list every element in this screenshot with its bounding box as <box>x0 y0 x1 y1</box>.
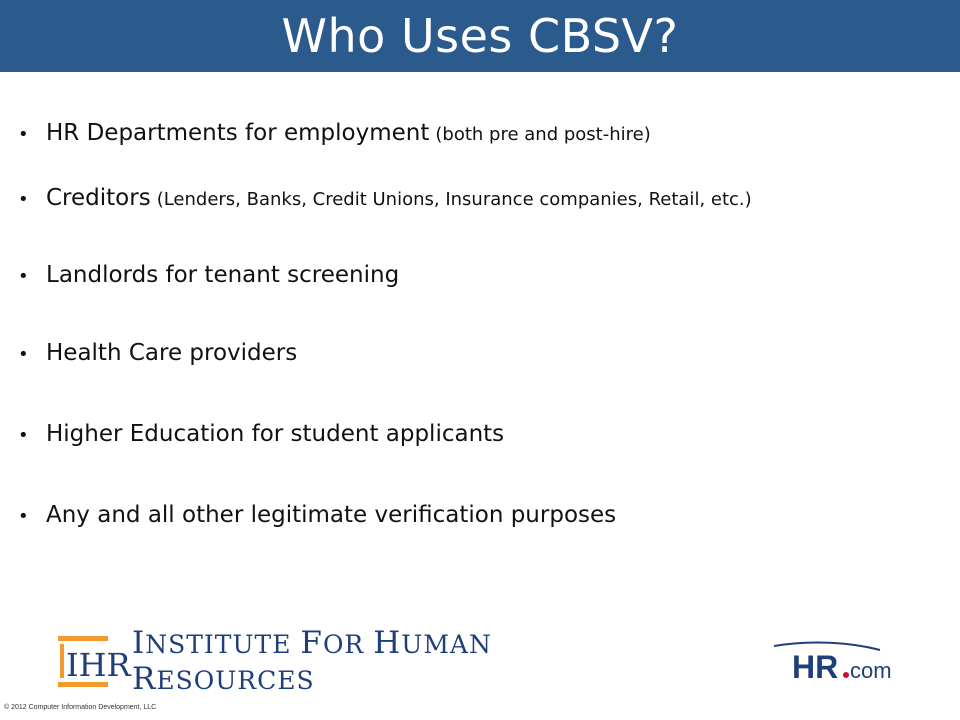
bullet-item <box>18 340 950 366</box>
bullet-dot-icon: • <box>18 189 29 210</box>
bullet-aside-text: (both pre and post-hire) <box>435 124 651 145</box>
slide-title: Who Uses CBSV? <box>281 9 679 63</box>
hrcom-logo-text: HR <box>792 649 839 685</box>
bullet-item <box>18 120 950 146</box>
bullet-dot-icon: • <box>18 425 29 446</box>
institute-logo <box>52 625 612 697</box>
bullet-main-text: HR Departments for employment <box>46 120 430 146</box>
bullet-main-text: Higher Education for student applicants <box>46 421 505 447</box>
bullet-aside-text: (Lenders, Banks, Credit Unions, Insurance companies, Retail, etc.) <box>156 189 752 210</box>
bullet-main-text: Creditors <box>46 185 151 211</box>
bullet-dot-icon: • <box>18 266 29 287</box>
bullet-main-text: Health Care providers <box>46 340 298 366</box>
bullet-main-text: Landlords for tenant screening <box>46 262 400 288</box>
svg-text:com: com <box>850 658 892 683</box>
bullet-main-text: Any and all other legitimate verification purposes <box>46 502 617 528</box>
title-bar <box>0 0 960 72</box>
bullet-dot-icon: • <box>18 124 29 145</box>
copyright-text: © 2012 Computer Information Development, LLC <box>4 704 157 711</box>
bullet-item <box>18 421 950 447</box>
bullet-item <box>18 185 950 211</box>
bullet-dot-icon: • <box>18 344 29 365</box>
institute-name: INSTITUTE FOR HUMAN RESOURCES <box>132 625 492 697</box>
hrcom-logo <box>770 638 910 684</box>
ihr-logo-mark: IHR <box>66 646 131 684</box>
bullet-dot-icon: • <box>18 506 29 527</box>
bullet-item <box>18 502 950 528</box>
ihr-logo-icon <box>52 632 131 690</box>
bullet-item <box>18 262 950 288</box>
